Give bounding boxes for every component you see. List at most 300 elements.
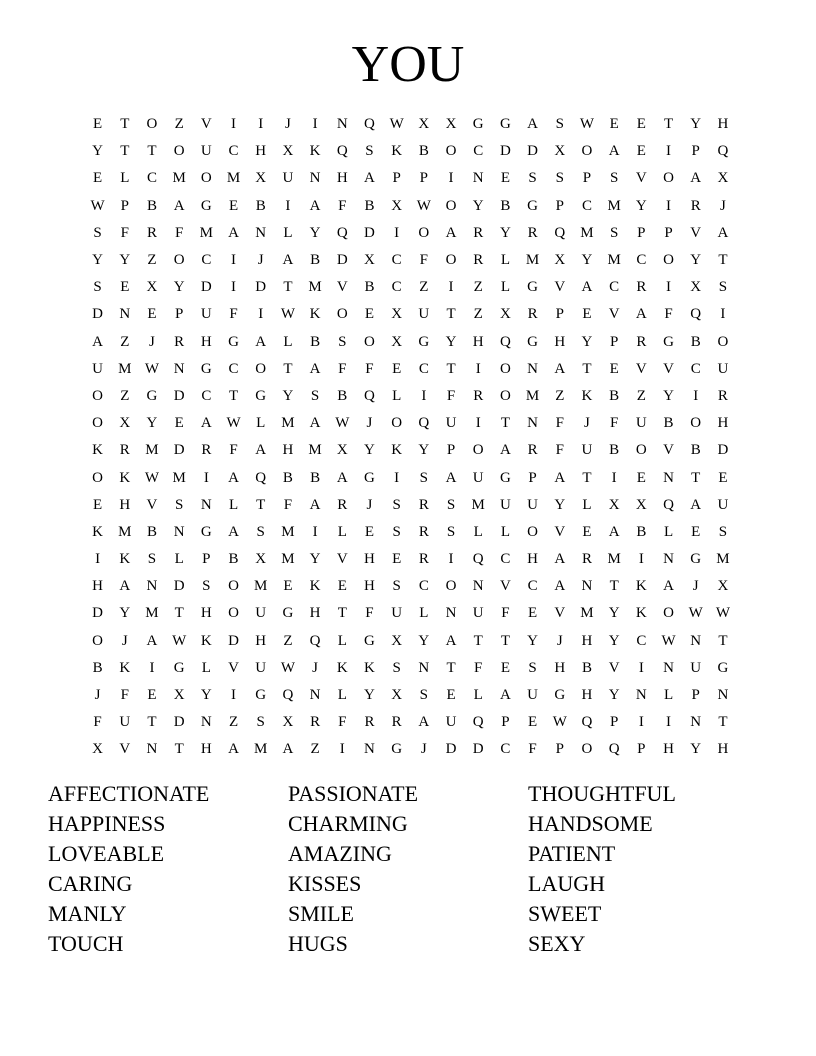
grid-letter: I [611,469,617,486]
grid-letter: E [636,116,646,133]
grid-letter: I [258,306,264,323]
grid-letter: A [228,469,239,486]
grid-letter: Y [608,687,620,704]
grid-row [84,546,744,573]
word-item: AFFECTIONATE [48,781,210,806]
grid-letter: X [554,143,566,160]
grid-letter: B [418,143,429,160]
grid-letter: Q [364,116,375,133]
grid-row [84,220,744,247]
grid-letter: M [254,578,268,595]
grid-row [84,329,744,356]
grid-letter: W [280,306,295,323]
grid-letter: I [149,659,155,676]
grid-letter: L [228,496,239,513]
grid-letter: U [717,496,729,513]
grid-letter: D [173,714,185,731]
grid-letter: W [715,605,730,622]
grid-letter: D [364,224,375,241]
grid-letter: F [93,714,102,731]
grid-letter: P [582,170,592,187]
grid-letter: W [90,197,105,214]
grid-letter: K [635,605,647,622]
grid-letter: C [473,143,484,160]
word-item: HAPPINESS [48,811,166,836]
grid-letter: J [692,578,699,595]
grid-row [84,709,744,736]
grid-letter: E [392,360,402,377]
grid-letter: N [173,360,185,377]
grid-letter: O [663,170,674,187]
grid-letter: K [391,143,403,160]
grid-letter: O [92,469,104,486]
grid-letter: B [255,197,266,214]
grid-letter: S [555,116,564,133]
grid-letter: S [202,578,211,595]
grid-letter: B [146,197,157,214]
grid-letter: R [146,224,157,241]
grid-letter: N [255,224,267,241]
grid-letter: S [446,523,456,540]
grid-letter: K [119,659,131,676]
grid-letter: U [527,496,539,513]
grid-letter: T [500,632,510,649]
grid-letter: W [280,659,295,676]
grid-letter: K [92,442,104,459]
grid-row [84,655,744,682]
grid-letter: H [554,659,566,676]
grid-letter: A [255,333,267,350]
grid-letter: C [418,360,429,377]
grid-letter: G [554,687,566,704]
grid-letter: P [691,687,700,704]
grid-letter: W [144,360,160,377]
grid-letter: O [499,360,511,377]
grid-letter: J [94,687,101,704]
grid-letter: V [663,442,674,459]
grid-letter: T [500,415,510,432]
grid-letter: E [120,279,130,296]
word-item: PATIENT [528,841,616,866]
grid-letter: C [391,279,402,296]
grid-letter: O [445,252,457,269]
grid-letter: D [92,605,104,622]
grid-letter: L [337,523,347,540]
grid-letter: S [609,224,619,241]
grid-letter: L [473,687,483,704]
grid-row [84,247,744,274]
grid-letter: C [500,551,511,568]
grid-letter: I [666,197,672,214]
grid-letter: A [309,360,321,377]
grid-letter: O [635,442,647,459]
grid-letter: V [119,741,131,758]
grid-letter: D [527,143,539,160]
grid-letter: Q [663,496,674,513]
grid-letter: O [581,741,593,758]
grid-letter: Z [555,387,565,404]
grid-letter: X [391,333,403,350]
grid-letter: H [200,605,212,622]
grid-letter: B [500,197,511,214]
grid-letter: H [581,687,593,704]
grid-letter: O [364,333,375,350]
grid-letter: R [174,333,185,350]
grid-letter: Q [581,714,593,731]
grid-letter: J [257,252,264,269]
grid-letter: A [418,714,430,731]
grid-letter: G [228,333,239,350]
grid-letter: J [366,496,373,513]
grid-row [84,492,744,519]
grid-letter: Y [635,197,647,214]
grid-letter: Q [418,415,430,432]
grid-letter: L [500,523,510,540]
grid-letter: U [472,605,484,622]
grid-letter: V [336,279,348,296]
grid-letter: R [581,551,592,568]
grid-letter: P [609,714,619,731]
grid-letter: Y [200,687,212,704]
grid-letter: T [256,496,266,513]
grid-letter: J [284,116,291,133]
grid-letter: H [364,551,375,568]
grid-letter: M [308,442,322,459]
grid-letter: Z [120,387,130,404]
grid-letter: H [527,551,539,568]
grid-letter: I [693,387,699,404]
grid-letter: Y [119,252,131,269]
grid-letter: I [258,116,264,133]
grid-row [84,437,744,464]
grid-letter: T [691,469,701,486]
grid-letter: Z [310,741,320,758]
grid-letter: Y [472,197,484,214]
grid-letter: Y [418,632,430,649]
grid-letter: D [92,306,104,323]
grid-letter: F [365,605,374,622]
grid-letter: Q [336,143,348,160]
grid-letter: T [120,143,130,160]
grid-letter: N [472,578,484,595]
grid-letter: I [203,469,209,486]
grid-letter: F [365,360,374,377]
grid-letter: Y [554,496,566,513]
grid-letter: C [228,360,239,377]
grid-letter: C [201,387,212,404]
grid-letter: G [364,632,375,649]
grid-letter: E [582,523,592,540]
grid-letter: O [690,415,702,432]
grid-letter: I [312,523,318,540]
grid-letter: L [283,224,293,241]
grid-letter: C [609,279,620,296]
grid-letter: O [92,632,104,649]
grid-letter: M [607,252,621,269]
grid-letter: K [391,442,403,459]
grid-letter: X [92,741,104,758]
grid-letter: V [663,360,674,377]
grid-letter: Y [146,415,158,432]
grid-letter: I [231,687,237,704]
grid-letter: S [338,333,347,350]
grid-letter: X [391,197,403,214]
grid-letter: O [663,605,674,622]
grid-letter: P [446,442,456,459]
grid-row [84,464,744,491]
grid-letter: P [419,170,429,187]
grid-letter: N [690,714,702,731]
grid-letter: A [309,197,321,214]
grid-letter: S [609,170,619,187]
grid-letter: K [309,578,321,595]
grid-letter: X [608,496,620,513]
grid-letter: P [609,333,619,350]
grid-letter: D [173,442,185,459]
grid-letter: T [718,632,728,649]
grid-letter: B [310,333,321,350]
grid-letter: P [392,170,401,187]
grid-letter: Y [499,224,511,241]
grid-letter: R [473,252,484,269]
grid-letter: Q [554,224,566,241]
grid-letter: I [475,360,481,377]
grid-letter: S [256,714,265,731]
grid-letter: G [472,116,484,133]
grid-letter: R [636,279,647,296]
grid-letter: A [119,578,131,595]
grid-letter: H [309,605,321,622]
grid-letter: H [200,741,212,758]
grid-letter: Y [282,387,294,404]
grid-letter: M [118,360,132,377]
grid-row [84,383,744,410]
grid-letter: E [500,170,510,187]
grid-letter: A [445,632,457,649]
grid-letter: G [527,279,539,296]
grid-letter: Y [663,387,674,404]
grid-letter: A [173,197,185,214]
grid-letter: T [283,279,293,296]
grid-letter: I [339,741,345,758]
grid-letter: X [282,714,294,731]
grid-letter: A [635,306,647,323]
grid-letter: Y [173,279,185,296]
grid-letter: C [636,632,647,649]
grid-letter: S [446,496,456,513]
grid-letter: A [255,442,267,459]
grid-letter: R [527,306,538,323]
grid-letter: Y [309,551,321,568]
grid-letter: A [309,415,321,432]
word-item: KISSES [288,871,362,896]
grid-letter: J [149,333,155,350]
grid-letter: K [119,551,131,568]
grid-letter: Q [364,387,375,404]
grid-letter: H [119,496,131,513]
word-item: HUGS [288,931,348,956]
grid-letter: D [472,741,484,758]
grid-letter: Z [473,279,483,296]
grid-letter: G [173,659,185,676]
grid-letter: G [364,469,375,486]
grid-letter: A [445,469,457,486]
grid-letter: B [581,659,592,676]
grid-letter: B [310,252,321,269]
grid-letter: T [120,116,130,133]
grid-letter: B [310,469,321,486]
grid-letter: V [336,551,348,568]
grid-letter: D [173,387,185,404]
grid-letter: Z [120,333,130,350]
grid-letter: D [200,279,212,296]
grid-letter: R [418,523,429,540]
word-item: CARING [48,871,133,896]
grid-letter: I [638,714,644,731]
grid-letter: F [664,306,673,323]
grid-letter: I [638,551,644,568]
grid-letter: O [255,360,267,377]
grid-letter: M [471,496,485,513]
grid-letter: I [312,116,318,133]
grid-letter: Q [309,632,321,649]
grid-letter: S [93,224,102,241]
grid-letter: V [554,279,566,296]
grid-letter: A [608,523,620,540]
grid-letter: W [688,605,703,622]
grid-letter: Y [92,143,104,160]
grid-letter: T [283,360,293,377]
grid-letter: B [228,551,239,568]
grid-letter: B [92,659,103,676]
grid-row [84,628,744,655]
grid-letter: O [717,333,729,350]
grid-letter: X [391,687,403,704]
grid-letter: N [717,687,729,704]
grid-letter: K [635,578,647,595]
grid-letter: M [580,605,594,622]
grid-letter: A [690,170,702,187]
grid-letter: T [473,632,483,649]
grid-letter: I [95,551,101,568]
grid-letter: J [420,741,427,758]
grid-letter: B [146,523,157,540]
grid-letter: B [282,469,293,486]
grid-letter: T [228,387,239,404]
grid-letter: K [336,659,348,676]
grid-letter: Y [690,252,702,269]
grid-letter: S [174,496,184,513]
grid-letter: N [336,116,348,133]
grid-letter: D [173,578,185,595]
grid-letter: T [174,741,184,758]
grid-letter: L [337,687,347,704]
grid-letter: J [366,415,373,432]
grid-letter: J [312,659,319,676]
grid-letter: L [392,387,402,404]
grid-letter: M [281,523,295,540]
grid-letter: C [500,741,511,758]
grid-letter: L [337,632,347,649]
grid-letter: F [419,252,429,269]
grid-letter: A [336,469,348,486]
grid-letter: D [717,442,729,459]
grid-letter: Q [608,741,620,758]
grid-letter: N [663,659,674,676]
grid-letter: X [282,143,294,160]
grid-letter: F [120,687,129,704]
grid-letter: Z [636,387,646,404]
grid-letter: A [717,224,729,241]
word-list [48,779,768,959]
grid-letter: O [581,143,593,160]
grid-letter: H [717,741,729,758]
grid-letter: Z [147,252,157,269]
word-item: PASSIONATE [288,781,419,806]
grid-letter: E [636,469,646,486]
grid-letter: U [255,659,267,676]
grid-letter: O [146,116,158,133]
grid-letter: A [554,578,566,595]
grid-letter: Y [608,632,620,649]
grid-letter: Z [473,306,483,323]
grid-letter: H [255,632,267,649]
grid-letter: F [528,741,537,758]
grid-letter: A [554,360,566,377]
grid-letter: B [609,442,620,459]
grid-letter: R [717,387,728,404]
grid-letter: V [200,116,212,133]
grid-letter: E [337,578,347,595]
grid-letter: E [718,469,728,486]
grid-letter: F [338,197,347,214]
grid-letter: X [391,306,403,323]
grid-letter: V [554,605,566,622]
word-item: CHARMING [288,811,408,836]
grid-letter: W [661,632,676,649]
grid-letter: G [663,333,674,350]
grid-letter: A [309,496,321,513]
grid-letter: J [584,415,590,432]
grid-letter: K [364,659,375,676]
grid-letter: O [418,224,430,241]
grid-letter: E [528,714,538,731]
grid-row [84,193,744,220]
grid-letter: N [663,551,674,568]
grid-letter: Q [499,333,511,350]
grid-letter: F [474,659,483,676]
grid-row [84,165,744,192]
grid-letter: T [582,360,592,377]
grid-letter: T [446,659,456,676]
grid-letter: X [418,116,430,133]
grid-letter: N [119,306,131,323]
grid-letter: P [555,741,564,758]
grid-letter: M [525,252,540,269]
grid-letter: A [690,496,702,513]
grid-letter: F [229,306,238,323]
grid-letter: G [527,197,539,214]
grid-letter: E [228,197,239,214]
grid-letter: X [717,578,729,595]
grid-letter: F [338,360,347,377]
grid-letter: E [147,306,157,323]
grid-letter: A [92,333,104,350]
grid-letter: R [473,224,484,241]
grid-letter: U [690,659,702,676]
grid-letter: M [145,605,159,622]
letter-grid [84,111,744,764]
